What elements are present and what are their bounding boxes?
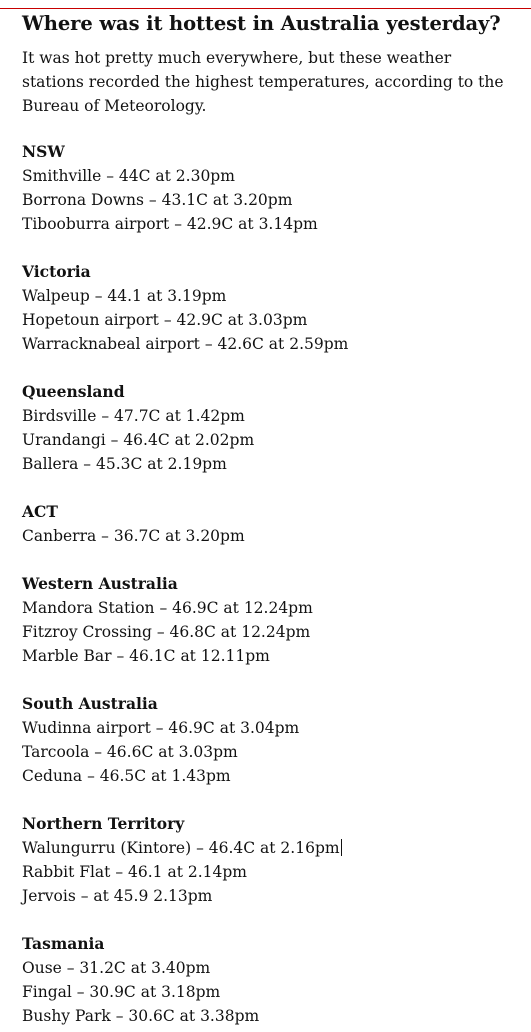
station-line: Warracknabeal airport – 42.6C at 2.59pm bbox=[22, 335, 349, 353]
station-line: Marble Bar – 46.1C at 12.11pm bbox=[22, 647, 270, 665]
region-heading: Northern Territory bbox=[22, 814, 185, 833]
region-northern-territory bbox=[22, 812, 517, 908]
region-heading: Tasmania bbox=[22, 934, 105, 953]
article-headline: Where was it hottest in Australia yesterday? bbox=[22, 12, 501, 35]
station-line: Ceduna – 46.5C at 1.43pm bbox=[22, 767, 231, 785]
region-south-australia bbox=[22, 692, 517, 788]
article-body bbox=[22, 12, 517, 1028]
station-line: Smithville – 44C at 2.30pm bbox=[22, 167, 235, 185]
region-heading: Victoria bbox=[22, 262, 91, 281]
region-queensland bbox=[22, 380, 517, 476]
article-intro: It was hot pretty much everywhere, but these weather stations recorded the highest temperatures, according to the Bureau of Meteorology. bbox=[22, 49, 504, 115]
station-line: Fingal – 30.9C at 3.18pm bbox=[22, 983, 221, 1001]
station-line: Tarcoola – 46.6C at 3.03pm bbox=[22, 743, 238, 761]
station-line: Tibooburra airport – 42.9C at 3.14pm bbox=[22, 215, 318, 233]
region-heading: Western Australia bbox=[22, 574, 178, 593]
station-line: Mandora Station – 46.9C at 12.24pm bbox=[22, 599, 313, 617]
region-western-australia bbox=[22, 572, 517, 668]
region-victoria bbox=[22, 260, 517, 356]
text-cursor bbox=[341, 839, 342, 856]
region-tasmania bbox=[22, 932, 517, 1028]
station-line: Fitzroy Crossing – 46.8C at 12.24pm bbox=[22, 623, 311, 641]
station-line: Walpeup – 44.1 at 3.19pm bbox=[22, 287, 227, 305]
station-line: Borrona Downs – 43.1C at 3.20pm bbox=[22, 191, 293, 209]
station-line: Hopetoun airport – 42.9C at 3.03pm bbox=[22, 311, 308, 329]
station-line: Jervois – at 45.9 2.13pm bbox=[22, 887, 213, 905]
station-line: Bushy Park – 30.6C at 3.38pm bbox=[22, 1007, 260, 1025]
region-act bbox=[22, 500, 517, 548]
station-line-with-cursor[interactable] bbox=[22, 836, 517, 860]
station-line: Canberra – 36.7C at 3.20pm bbox=[22, 527, 245, 545]
station-line: Ouse – 31.2C at 3.40pm bbox=[22, 959, 211, 977]
station-line-text: Walungurru (Kintore) – 46.4C at 2.16pm bbox=[22, 839, 340, 857]
station-line: Birdsville – 47.7C at 1.42pm bbox=[22, 407, 245, 425]
region-heading: ACT bbox=[22, 502, 58, 521]
station-line: Rabbit Flat – 46.1 at 2.14pm bbox=[22, 863, 247, 881]
region-nsw bbox=[22, 140, 517, 236]
region-heading: Queensland bbox=[22, 382, 125, 401]
region-heading: South Australia bbox=[22, 694, 158, 713]
top-divider-rule bbox=[0, 8, 531, 9]
station-line: Wudinna airport – 46.9C at 3.04pm bbox=[22, 719, 300, 737]
station-line: Urandangi – 46.4C at 2.02pm bbox=[22, 431, 255, 449]
region-heading: NSW bbox=[22, 142, 65, 161]
station-line: Ballera – 45.3C at 2.19pm bbox=[22, 455, 227, 473]
